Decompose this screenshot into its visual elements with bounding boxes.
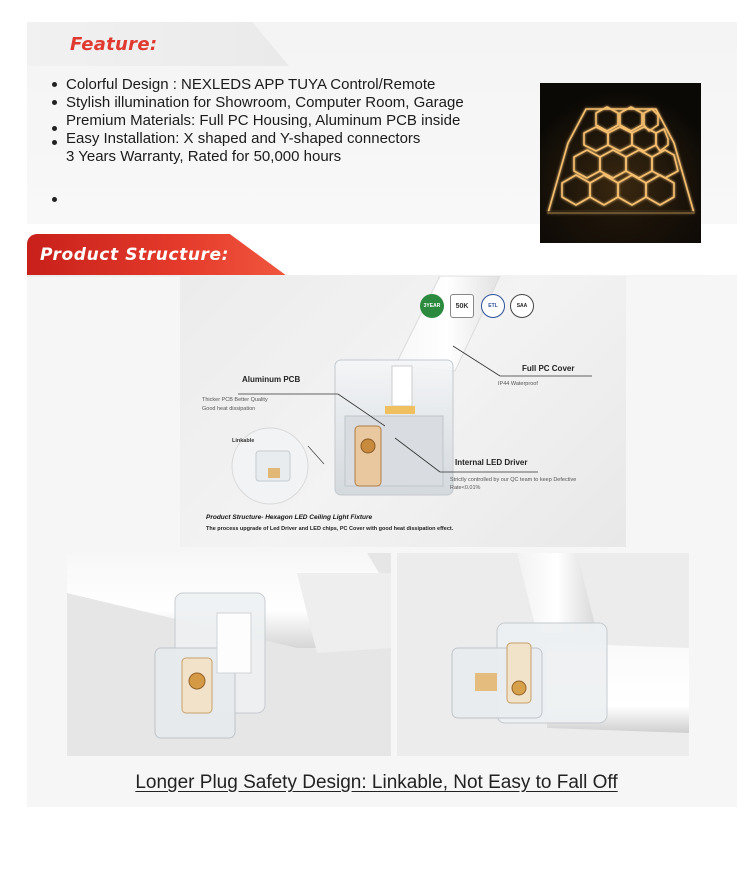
diagram-caption-note: The process upgrade of Led Driver and LED chips, PC Cover with good heat dissipation effect. [206, 526, 454, 532]
connector-photo-right [397, 553, 689, 756]
led-driver-note: Strictly controlled by our QC team to keep Defective Rate<0.01% [450, 477, 577, 491]
feature-item [52, 148, 492, 166]
feature-item-text: Colorful Design : NEXLEDS APP TUYA Control/Remote [66, 76, 436, 93]
feature-item [52, 94, 492, 112]
lifespan-badge-icon: 50K [450, 294, 474, 318]
hexagon-grid-icon [540, 83, 701, 243]
led-driver-heading: Internal LED Driver [455, 458, 528, 467]
feature-item-text: Stylish illumination for Showroom, Computer Room, Garage [66, 94, 464, 111]
warranty-badge-icon: 3YEAR [420, 294, 444, 318]
feature-item [52, 76, 492, 94]
bullet-icon [52, 82, 57, 87]
feature-tab [27, 22, 289, 66]
aluminum-pcb-note: Thicker PCB Better Quality [202, 397, 268, 403]
bullet-icon [52, 140, 57, 145]
linkable-label: Linkable [232, 438, 255, 444]
feature-item-text: Easy Installation: X shaped and Y-shaped connectors [66, 130, 421, 147]
diagram-caption-title: Product Structure- Hexagon LED Ceiling Light Fixture [206, 514, 373, 521]
aluminum-pcb-note: Good heat dissipation [202, 406, 256, 412]
hexagon-light-photo [540, 83, 701, 243]
feature-title: Feature: [70, 34, 158, 55]
feature-list [52, 76, 492, 166]
structure-diagram [180, 276, 626, 547]
aluminum-pcb-heading: Aluminum PCB [242, 375, 301, 384]
structure-title: Product Structure: [40, 245, 230, 265]
pc-cover-heading: Full PC Cover [522, 364, 575, 373]
pc-cover-note: IP44 Waterproof [498, 381, 538, 387]
bullet-icon [52, 197, 57, 202]
feature-item [52, 112, 492, 130]
feature-item-text: Premium Materials: Full PC Housing, Aluminum PCB inside [66, 112, 461, 129]
connector-corner-icon [67, 553, 391, 756]
bottom-caption: Longer Plug Safety Design: Linkable, Not Easy to Fall Off [135, 772, 618, 793]
saa-badge-icon: SAA [510, 294, 534, 318]
bullet-icon [52, 100, 57, 105]
connector-straight-icon [397, 553, 689, 756]
feature-item [52, 130, 492, 148]
connector-photo-left [67, 553, 391, 756]
etl-badge-icon: ETL [481, 294, 505, 318]
feature-item-text: 3 Years Warranty, Rated for 50,000 hours [66, 148, 342, 165]
